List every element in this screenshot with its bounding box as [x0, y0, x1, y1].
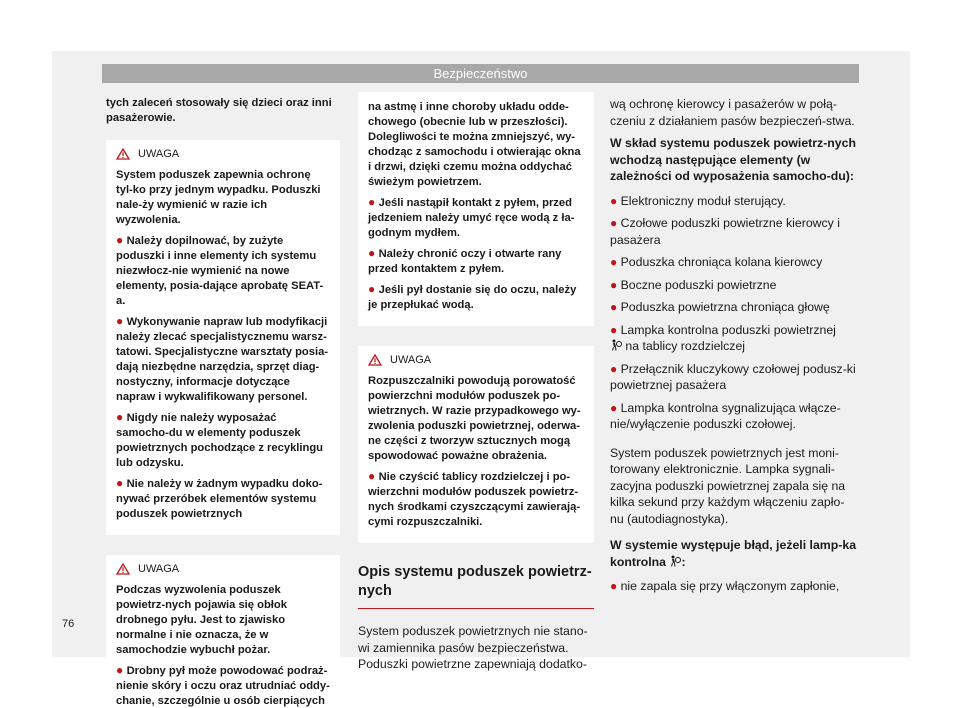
bullet-text: Nigdy nie należy wyposażać samocho-du w elementy poduszek powietrznych pochodzące z recyklingu lub odzysku.: [116, 412, 324, 469]
list-item: [610, 322, 858, 355]
warning-triangle-icon: [368, 354, 382, 366]
list-item-text: Elektroniczny moduł sterujący.: [620, 193, 786, 208]
list-item-text: nie zapala się przy włączonym zapłonie,: [620, 579, 840, 593]
warning-bullet: [116, 476, 330, 522]
bullet-dot-icon: ●: [610, 216, 621, 230]
list-item: [610, 193, 858, 210]
warning-bullet: [116, 314, 330, 405]
warning-bullet: [368, 469, 584, 530]
bullet-dot-icon: ●: [610, 400, 621, 415]
bullet-dot-icon: ●: [610, 193, 621, 208]
warning-bullet: [368, 195, 584, 241]
column-middle: [358, 96, 594, 679]
list-heading: [610, 537, 858, 570]
bullet-text: Drobny pył może powodować podraż-nienie skóry i oczu oraz utrudniać oddy-chanie, szczególnie u osób cierpiących: [116, 665, 330, 707]
list-item: [610, 361, 858, 394]
warning-box-2: [106, 555, 340, 708]
warning-text: System poduszek zapewnia ochronę tyl-ko przy jednym wypadku. Poduszki nale-ży wymienić w razie ich wyzwolenia.: [116, 169, 321, 226]
bullet-dot-icon: ●: [368, 246, 379, 260]
warning-bullet: [116, 233, 330, 309]
list-item: [610, 400, 858, 433]
page-number: 76: [62, 618, 75, 630]
bullet-dot-icon: ●: [116, 410, 127, 424]
warning-triangle-icon: [116, 148, 130, 160]
bullet-dot-icon: ●: [610, 277, 621, 292]
bullet-dot-icon: ●: [368, 282, 379, 296]
warning-heading: [116, 148, 330, 160]
warning-heading: [116, 563, 330, 575]
warning-text: Podczas wyzwolenia poduszek powietrz-nych pojawia się obłok drobnego pyłu. Jest to zjawisko normalne i nie oznacza, że w samochodzie wybuchł pożar.: [116, 584, 287, 656]
warning-text: Rozpuszczalniki powodują porowatość powierzchni modułów poduszek po-wietrznych. W razie przypadkowego wy-zwolenia poduszki powietrznej, oderwa-ne części z tworzyw sztucznych mogą spowodować poważne obrażenia.: [368, 375, 581, 462]
warning-bullet: [116, 663, 330, 708]
airbag-warning-icon: [669, 555, 681, 567]
bullet-text: Należy chronić oczy i otwarte rany przed kontaktem z pyłem.: [368, 248, 562, 275]
heading-suffix: :: [681, 554, 686, 569]
warning-bullet: [368, 282, 584, 313]
bullet-dot-icon: ●: [368, 469, 379, 483]
warning-text: na astmę i inne choroby układu odde-chowego (obecnie lub w przeszłości). Dolegliwości te można zmniejszyć, wy-chodząc z samochodu i otwierając okna i drzwi, dzięki czemu można oddychać świeżym powietrzem.: [368, 101, 581, 188]
warning-heading: [368, 354, 584, 366]
list-item-text: Lampka kontrolna sygnalizująca włącze-nie/wyłączenie poduszki czołowej.: [610, 400, 841, 431]
bullet-dot-icon: ●: [116, 476, 127, 490]
list-item-text: Poduszka powietrzna chroniąca głowę: [620, 300, 830, 314]
warning-triangle-icon: [116, 563, 130, 575]
warning-box-3: [358, 346, 594, 543]
bullet-dot-icon: ●: [610, 322, 621, 337]
bullet-text: Nie czyścić tablicy rozdzielczej i po-wierzchni modułów poduszek powietrz-nych środkami czyszczącymi zawierają-cymi rozpuszczalniki.: [368, 471, 581, 528]
list-item: [610, 299, 858, 316]
heading-text: W systemie występuje błąd, jeżeli lamp-ka kontrolna: [610, 538, 857, 569]
bullet-dot-icon: ●: [610, 255, 621, 269]
list-item: [610, 277, 858, 294]
list-item: [610, 578, 858, 595]
list-item: [610, 215, 858, 248]
list-item-text: Czołowe poduszki powietrzne kierowcy i pasażera: [610, 216, 840, 247]
warning-box-1: [106, 140, 340, 535]
bullet-text: Wykonywanie napraw lub modyfikacji należy zlecać specjalistycznemu warsz-tatowi. Specjalistyczne warsztaty posia-dają niezbędne narzędzia, sprzęt diag-nostyczny, informacje dotyczące napraw i wykwalifikowany personel.: [116, 316, 329, 403]
list-item-text: Boczne poduszki powietrzne: [620, 277, 777, 292]
body-paragraph: wą ochronę kierowcy i pasażerów w połą-czeniu z działaniem pasów bezpieczeń-stwa.: [610, 97, 855, 128]
body-paragraph: System poduszek powietrznych nie stano-wi zamiennika pasów bezpieczeństwa. Poduszki powietrzne zapewniają dodatko-: [358, 624, 588, 671]
warning-box-continued: [358, 92, 594, 326]
list-item: [610, 254, 858, 271]
bullet-dot-icon: ●: [610, 300, 621, 314]
bullet-text: Jeśli pył dostanie się do oczu, należy je przepłukać wodą.: [368, 284, 577, 311]
bullet-dot-icon: ●: [116, 663, 127, 677]
airbag-warning-icon: [610, 339, 622, 351]
list-item-text: Przełącznik kluczykowy czołowej podusz-ki powietrznej pasażera: [610, 361, 856, 392]
bullet-dot-icon: ●: [368, 195, 379, 209]
bullet-dot-icon: ●: [610, 579, 621, 593]
bullet-dot-icon: ●: [116, 314, 127, 328]
bullet-text: Nie należy w żadnym wypadku doko-nywać przeróbek elementów systemu poduszek powietrznych: [116, 478, 323, 520]
list-item-text: Poduszka chroniąca kolana kierowcy: [620, 255, 823, 269]
section-title: Opis systemu poduszek powietrz-nych: [358, 563, 594, 609]
chapter-header: Bezpieczeństwo: [102, 64, 859, 83]
bullet-text: Należy dopilnować, by zużyte poduszki i inne elementy ich systemu niezwłocz-nie wymienić na nowe elementy, posia-dające aprobatę SEAT-a.: [116, 235, 324, 307]
warning-label: UWAGA: [390, 354, 432, 366]
list-item-text: Lampka kontrolna poduszki powietrznej: [620, 322, 836, 337]
body-paragraph: System poduszek powietrznych jest moni-torowany elektronicznie. Lampka sygnali-zacyjna poduszki powietrznej zapala się na kilka sekund przy każdym włączeniu zapło-nu (autodiagnostyka).: [610, 445, 846, 526]
warning-bullet: [368, 246, 584, 277]
bullet-dot-icon: ●: [116, 233, 127, 247]
list-heading: W skład systemu poduszek powietrz-nych wchodzą następujące elementy (w zależności od wyposażenia samocho-du):: [610, 136, 856, 183]
list-item-text: na tablicy rozdzielczej: [625, 339, 746, 353]
warning-label: UWAGA: [138, 148, 180, 160]
bullet-text: Jeśli nastąpił kontakt z pyłem, przed jedzeniem należy umyć ręce wodą z ła-godnym mydłem.: [368, 197, 575, 239]
column-right: [610, 96, 858, 601]
warning-bullet: [116, 410, 330, 471]
intro-paragraph: tych zaleceń stosowały się dzieci oraz inni pasażerowie.: [106, 97, 332, 124]
column-left: [106, 96, 340, 708]
warning-label: UWAGA: [138, 563, 180, 575]
bullet-dot-icon: ●: [610, 361, 621, 376]
